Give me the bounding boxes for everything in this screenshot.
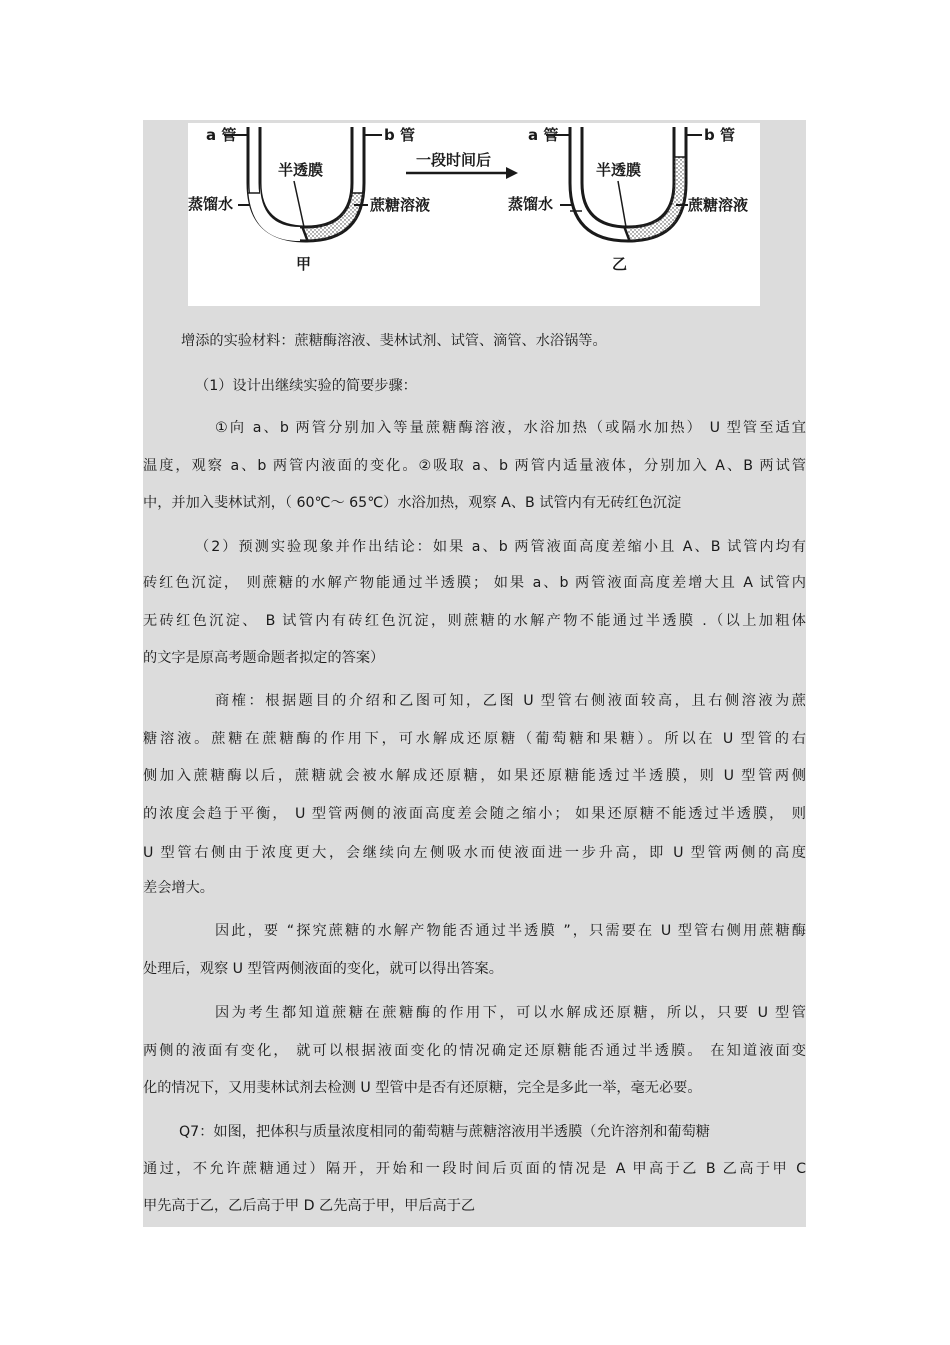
text-line: 通过，不允许蔗糖通过）隔开，开始和一段时间后页面的情况是 A 甲高于乙 B 乙高于甲 C: [143, 1161, 806, 1177]
label-water-left: 蒸馏水: [188, 195, 234, 213]
text-line: 增添的实验材料：蔗糖酶溶液、斐林试剂、试管、滴管、水浴锅等。: [181, 333, 607, 349]
text-line: 甲先高于乙，乙后高于甲 D 乙先高于甲，甲后高于乙: [143, 1198, 476, 1214]
text-line: 因为考生都知道蔗糖在蔗糖酶的作用下，可以水解成还原糖，所以，只要 U 型管: [215, 1005, 806, 1021]
u-tube-left: [224, 127, 382, 242]
text-line: 中，并加入斐林试剂，（ 60℃～ 65℃）水浴加热，观察 A、B 试管内有无砖红色沉淀: [143, 495, 682, 511]
u-tube-figure: [188, 123, 760, 306]
text-line: 侧加入蔗糖酶以后，蔗糖就会被水解成还原糖，如果还原糖能透过半透膜，则 U 型管两侧: [143, 768, 806, 784]
label-solution-right: 蔗糖溶液: [688, 196, 749, 214]
text-line: ①向 a、b 两管分别加入等量蔗糖酶溶液，水浴加热（或隔水加热） U 型管至适宜: [215, 420, 806, 436]
u-tube-right: [546, 127, 702, 242]
label-tube-a-left: a 管: [206, 126, 237, 144]
text-line: 无砖红色沉淀、 B 试管内有砖红色沉淀，则蔗糖的水解产物不能通过半透膜 .（以上加粗体: [143, 613, 806, 629]
text-line: 化的情况下，又用斐林试剂去检测 U 型管中是否有还原糖，完全是多此一举，毫无必要。: [143, 1080, 702, 1096]
label-solution-left: 蔗糖溶液: [370, 196, 431, 214]
caption-jia: 甲: [296, 255, 312, 273]
text-line: 砖红色沉淀， 则蔗糖的水解产物能通过半透膜； 如果 a、b 两管液面高度差增大且 A 试管内: [143, 575, 806, 591]
caption-yi: 乙: [612, 255, 628, 273]
label-membrane-left: 半透膜: [278, 161, 324, 179]
arrow-label: 一段时间后: [416, 151, 492, 169]
text-line: （2）预测实验现象并作出结论：如果 a、b 两管液面高度差缩小且 A、B 试管内均有: [195, 539, 806, 555]
text-line: （1）设计出继续实验的简要步骤：: [195, 378, 417, 394]
text-line: U 型管右侧由于浓度更大，会继续向左侧吸水而使液面进一步升高，即 U 型管两侧的高度: [143, 845, 806, 861]
u-tube-diagram: [188, 123, 760, 306]
text-line: 糖溶液。蔗糖在蔗糖酶的作用下，可水解成还原糖（葡萄糖和果糖）。所以在 U 型管的右: [143, 731, 806, 747]
text-line: 的文字是原高考题命题者拟定的答案）: [143, 650, 385, 666]
text-line: 商榷：根据题目的介绍和乙图可知，乙图 U 型管右侧液面较高，且右侧溶液为蔗: [215, 693, 806, 709]
text-line: 因此，要 “探究蔗糖的水解产物能否通过半透膜 ”，只需要在 U 型管右侧用蔗糖酶: [215, 923, 806, 939]
text-line: 温度，观察 a、b 两管内液面的变化。②吸取 a、b 两管内适量液体，分别加入 A、B 两试管: [143, 458, 806, 474]
label-tube-a-right: a 管: [528, 126, 559, 144]
label-tube-b-right: b 管: [704, 126, 735, 144]
label-membrane-right: 半透膜: [596, 161, 642, 179]
text-line: 两侧的液面有变化， 就可以根据液面变化的情况确定还原糖能否通过半透膜。 在知道液面变: [143, 1043, 806, 1059]
label-tube-b-left: b 管: [384, 126, 415, 144]
text-line: 处理后，观察 U 型管两侧液面的变化，就可以得出答案。: [143, 961, 503, 977]
label-water-right: 蒸馏水: [508, 195, 554, 213]
text-line: 差会增大。: [143, 880, 214, 896]
text-line: Q7：如图，把体积与质量浓度相同的葡萄糖与蔗糖溶液用半透膜（允许溶剂和葡萄糖: [179, 1124, 710, 1140]
text-line: 的浓度会趋于平衡， U 型管两侧的液面高度差会随之缩小； 如果还原糖不能透过半透膜， 则: [143, 806, 806, 822]
